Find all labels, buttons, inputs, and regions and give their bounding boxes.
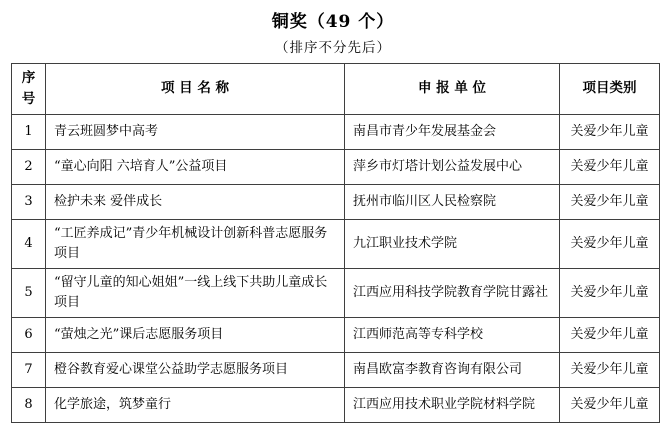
table-header-row (12, 64, 660, 115)
cell-category: 关爱少年儿童 (560, 353, 660, 388)
cell-org: 南昌欧富李教育咨询有限公司 (345, 353, 560, 388)
table-row (12, 219, 660, 268)
cell-category: 关爱少年儿童 (560, 318, 660, 353)
cell-org: 江西应用科技学院教育学院甘露社 (345, 269, 560, 318)
header-serial-number: 序号 (12, 64, 46, 115)
header-project-category: 项目类别 (560, 64, 660, 115)
cell-org: 九江职业技术学院 (345, 219, 560, 268)
cell-no: 8 (12, 388, 46, 423)
cell-name: “童心向阳 六培育人”公益项目 (46, 149, 345, 184)
cell-org: 江西应用技术职业学院材料学院 (345, 388, 560, 423)
cell-category: 关爱少年儿童 (560, 184, 660, 219)
cell-name: 橙谷教育爱心课堂公益助学志愿服务项目 (46, 353, 345, 388)
cell-org: 抚州市临川区人民检察院 (345, 184, 560, 219)
table-row (12, 388, 660, 423)
award-table (11, 63, 660, 423)
cell-category: 关爱少年儿童 (560, 269, 660, 318)
cell-category: 关爱少年儿童 (560, 219, 660, 268)
cell-org: 南昌市青少年发展基金会 (345, 114, 560, 149)
cell-name: 化学旅途，筑梦童行 (46, 388, 345, 423)
cell-name: “工匠养成记”青少年机械设计创新科普志愿服务项目 (46, 219, 345, 268)
table-row (12, 269, 660, 318)
cell-category: 关爱少年儿童 (560, 149, 660, 184)
header-declaring-unit: 申 报 单 位 (345, 64, 560, 115)
table-row (12, 318, 660, 353)
cell-no: 1 (12, 114, 46, 149)
page-title: 铜奖（49 个） (271, 12, 395, 32)
cell-name: 检护未来 爱伴成长 (46, 184, 345, 219)
cell-name: “萤烛之光”课后志愿服务项目 (46, 318, 345, 353)
cell-no: 2 (12, 149, 46, 184)
table-row (12, 114, 660, 149)
page-subtitle: （排序不分先后） (275, 40, 391, 56)
header-project-name: 项 目 名 称 (46, 64, 345, 115)
cell-name: “留守儿童的知心姐姐”一线上线下共助儿童成长项目 (46, 269, 345, 318)
cell-no: 7 (12, 353, 46, 388)
cell-category: 关爱少年儿童 (560, 114, 660, 149)
cell-no: 5 (12, 269, 46, 318)
cell-org: 萍乡市灯塔计划公益发展中心 (345, 149, 560, 184)
cell-org: 江西师范高等专科学校 (345, 318, 560, 353)
table-row (12, 184, 660, 219)
table-row (12, 149, 660, 184)
table-body (12, 114, 660, 423)
cell-no: 4 (12, 219, 46, 268)
cell-category: 关爱少年儿童 (560, 388, 660, 423)
cell-no: 3 (12, 184, 46, 219)
table-row (12, 353, 660, 388)
cell-no: 6 (12, 318, 46, 353)
cell-name: 青云班圆梦中高考 (46, 114, 345, 149)
